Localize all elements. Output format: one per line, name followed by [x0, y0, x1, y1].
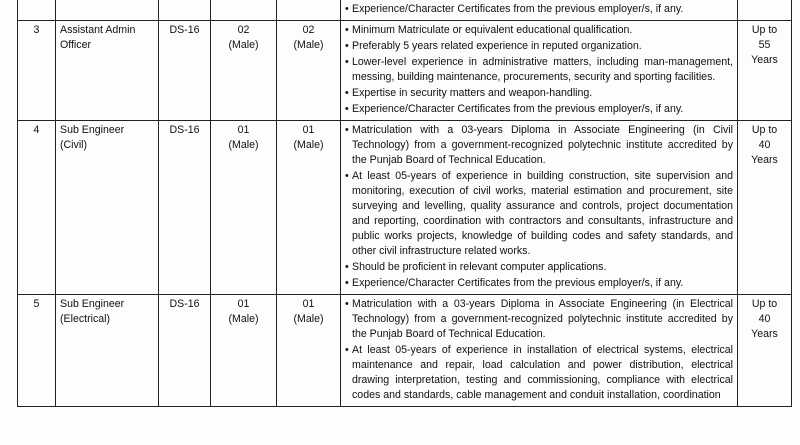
seats-value: 01	[237, 124, 250, 136]
post-name: Sub Engineer (Electrical)	[60, 298, 125, 325]
serial-number-cell	[18, 0, 56, 21]
requirements-cell	[341, 21, 738, 121]
serial-number: 5	[33, 298, 40, 310]
requirements-list	[345, 123, 733, 291]
pay-scale: DS-16	[169, 24, 200, 36]
age-limit-value: Years	[751, 154, 778, 166]
post-name-cell	[56, 0, 159, 21]
pay-scale: DS-16	[169, 124, 200, 136]
age-limit-cell	[738, 21, 792, 121]
age-limit-cell	[738, 121, 792, 295]
table-row	[18, 295, 792, 407]
seats-cell	[211, 295, 277, 407]
serial-number: 4	[33, 124, 40, 136]
seats-value: (Male)	[228, 139, 259, 151]
requirements-list	[345, 0, 733, 17]
seats-value: (Male)	[228, 39, 259, 51]
requirement-item: • Expertise in security matters and weapon-handling.	[345, 86, 733, 101]
requirement-item: • At least 05-years of experience in installation of electrical systems, electrical maintenance and repair, load calculation and power distribution, electrical drawing interpretation, testing and commissioning, compliance with electrical codes and standards, cable management and conduit installation, coordination	[345, 343, 733, 403]
age-limit-value: Up to	[751, 298, 778, 310]
domicile-value: (Male)	[293, 313, 324, 325]
requirement-item	[345, 0, 733, 1]
requirements-cell	[341, 295, 738, 407]
requirement-item: • Experience/Character Certificates from the previous employer/s, if any.	[345, 276, 733, 291]
table-row	[18, 21, 792, 121]
domicile-cell	[277, 295, 341, 407]
domicile-cell	[277, 121, 341, 295]
domicile-value: 01	[302, 298, 315, 310]
pay-scale-cell	[159, 0, 211, 21]
age-limit-value: 55	[758, 39, 771, 51]
serial-number-cell	[18, 21, 56, 121]
requirement-item: • Matriculation with a 03-years Diploma in Associate Engineering (in Electrical Technology) from a government-recognized polytechnic institute accredited by the Punjab Board of Technical Education.	[345, 297, 733, 342]
table-row	[18, 121, 792, 295]
requirement-item: • Preferably 5 years related experience in reputed organization.	[345, 39, 733, 54]
serial-number-cell	[18, 121, 56, 295]
requirement-item: • Should be proficient in relevant computer applications.	[345, 260, 733, 275]
age-limit-value: Years	[751, 54, 778, 66]
pay-scale-cell	[159, 121, 211, 295]
seats-value: (Male)	[228, 313, 259, 325]
requirement-item: • Experience/Character Certificates from the previous employer/s, if any.	[345, 2, 733, 17]
requirement-item: • At least 05-years of experience in building construction, site supervision and monitoring, execution of civil works, material estimation and procurement, site surveying and levelling, quality assurance and controls, project documentation and reporting, coordination with contractors and consultants, infrastructure and public works projects, knowledge of building codes and safety standards, and other civil infrastructure related works.	[345, 169, 733, 259]
requirements-list	[345, 297, 733, 403]
age-limit-cell	[738, 295, 792, 407]
serial-number: 3	[33, 24, 40, 36]
table-row	[18, 0, 792, 21]
seats-cell	[211, 121, 277, 295]
post-name: Sub Engineer (Civil)	[60, 124, 125, 151]
requirement-item: • Experience/Character Certificates from the previous employer/s, if any.	[345, 102, 733, 117]
seats-cell	[211, 0, 277, 21]
age-limit-cell	[738, 0, 792, 21]
post-name-cell	[56, 295, 159, 407]
age-limit-value: Up to	[751, 124, 778, 136]
post-name: Assistant Admin Officer	[60, 24, 136, 51]
domicile-value: (Male)	[293, 139, 324, 151]
requirements-list	[345, 23, 733, 117]
domicile-value: 02	[302, 24, 315, 36]
job-requirements-table	[17, 0, 792, 407]
domicile-value: 01	[302, 124, 315, 136]
seats-cell	[211, 21, 277, 121]
age-limit-value: 40	[758, 313, 771, 325]
post-name-cell	[56, 121, 159, 295]
age-limit-value: Years	[751, 328, 778, 340]
requirements-cell	[341, 121, 738, 295]
pay-scale-cell	[159, 21, 211, 121]
domicile-value: (Male)	[293, 39, 324, 51]
seats-value: 01	[237, 298, 250, 310]
domicile-cell	[277, 21, 341, 121]
requirement-item: • Minimum Matriculate or equivalent educational qualification.	[345, 23, 733, 38]
post-name-cell	[56, 21, 159, 121]
domicile-cell	[277, 0, 341, 21]
requirement-item: • Matriculation with a 03-years Diploma in Associate Engineering (in Civil Technology) from a government-recognized polytechnic institute accredited by the Punjab Board of Technical Education.	[345, 123, 733, 168]
requirements-cell	[341, 0, 738, 21]
requirement-item: • Lower-level experience in administrative matters, including man-management, messing, building maintenance, procurements, security and sporting facilities.	[345, 55, 733, 85]
serial-number-cell	[18, 295, 56, 407]
age-limit-value: 40	[758, 139, 771, 151]
seats-value: 02	[237, 24, 250, 36]
age-limit-value: Up to	[751, 24, 778, 36]
pay-scale-cell	[159, 295, 211, 407]
pay-scale: DS-16	[169, 298, 200, 310]
